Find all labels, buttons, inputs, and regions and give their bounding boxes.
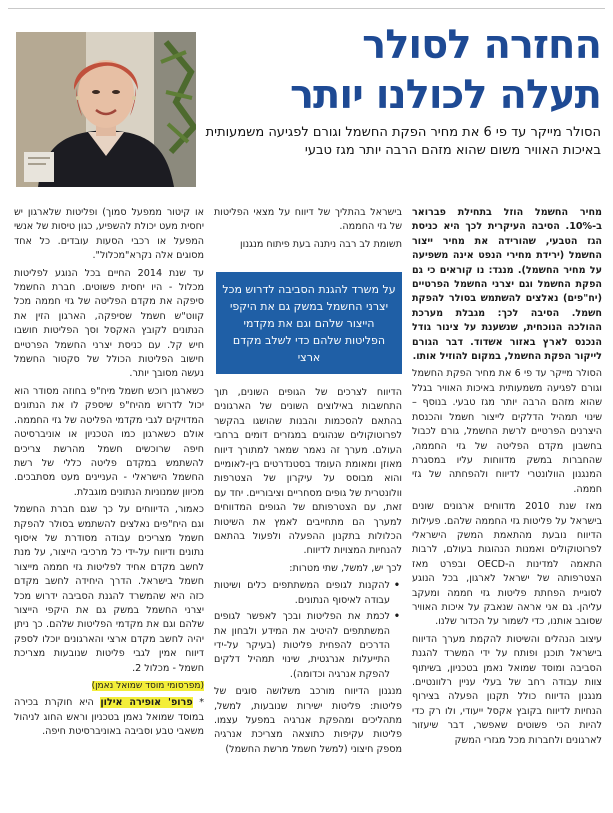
body-paragraph: לכך יש, למשל, שתי מטרות: bbox=[289, 562, 402, 574]
top-divider bbox=[8, 8, 605, 9]
goals-list bbox=[214, 579, 402, 682]
author-photo bbox=[16, 32, 196, 187]
source-credit bbox=[14, 679, 204, 693]
pull-quote-callout bbox=[216, 272, 402, 374]
text-column-right bbox=[412, 206, 602, 751]
body-paragraph: מנגנון הדיווח מורכב משלושה סוגים של פליטות: פליטות ישירות שנובעות, למשל, מתהליכים ומהפקת אנרגיה במפעל עצמו. פליטות עקיפות כתוצאה מצריכת אנרגיה מספק חיצוני (למשל חשמל מרשת החשמל) bbox=[214, 686, 402, 755]
headline-line-1: החזרה לסולר bbox=[362, 22, 601, 68]
list-item: • להקנות לגופים המשתתפים כלים ושיטות עבודה לאיסוף הנתונים. bbox=[214, 579, 390, 608]
author-bio bbox=[14, 696, 204, 739]
body-paragraph: כשארגון רוכש חשמל מיח"פ בחוזה מסודר הוא יכול לדרוש מהיח"פ שיספק לו את הנתונים המדויקים לגבי מקדמי הפליטה של גזי החממה. אולם כשארגון כמו הטכניון או אוניברסיטה חיפה שרוכשים חשמל מהרשת צריכים להשתמש במקדם פליטה כללי של רשת החשמל הישראלי - העניינים מעט מסתבכים. מכיוון שמנוניות הנתונים מוגבלת. bbox=[14, 385, 204, 498]
author-portrait-image bbox=[16, 32, 196, 187]
text-column-left bbox=[14, 206, 204, 743]
headline-line-2: תעלה לכולנו יותר bbox=[289, 72, 601, 118]
author-name: פרופ' אופירה אילון bbox=[100, 697, 193, 709]
body-paragraph: כאמור, הדיווחים על כך שגם חברת החשמל וגם היח"פים נאלצים להשתמש בסולר להפקת חשמל מצריכים עבודה מסודרת של איסוף נתונים ודיווח על-ידי כל מרכיבי הייצור, על מנת לחשב מקדם אחיד לפליטות גזי חממה מייצור חשמל בישראל. הדרך היחידה לחשב מקדם כזה היא שהמשרד להגנת הסביבה ידרוש מכל יצרני החשמל במשק גם את היקפי הייצור שלהם וגם את מקדמי הפליטות שלהם. כך ניתן יהיה לחשב מקדם ארצי והארגונים יוכלו לספק דיווח אמין לגבי פליטות שנובעות מצריכת חשמל - מכלול 2. bbox=[14, 504, 204, 674]
text-column-middle-continued bbox=[214, 386, 402, 760]
callout-text: על משרד להגנת הסביבה לדרוש מכל יצרני החשמל במשק גם את היקפי הייצור שלהם וגם את מקדמי הפליטות שלהם כדי לשלב מקדם ארצי bbox=[222, 282, 396, 364]
article-headline bbox=[200, 20, 601, 120]
source-credit-text: (מפרסומי מוסד שמואל נאמן) bbox=[91, 681, 204, 691]
body-paragraph: מאז שנת 2010 מדווחים ארגונים שונים בישראל על פליטות גזי החממה שלהם. פעילות הדיווח נובעת מהתאמת המשק הישראלי לפרוטוקולים ואמנות הנהוגות בעולם, לרבות התאמה למדינות ה-OECD ובפרט מאז הצטרפותה של ישראל לארגון, בכל הנוגע לסוגיית הפחתת פליטות גזי חממה ומעקב עליהן. גם אני אראה שנאבק על איכות האוויר שסובב אותנו, כדי לשמור על הכדור שלנו. bbox=[412, 501, 602, 628]
article-subtitle: הסולר מייקר עד פי 6 את מחיר הפקת החשמל וגורם לפגיעה משמעותית באיכות האוויר משום שהוא מזהם הרבה יותר מגז טבעי bbox=[205, 125, 601, 158]
body-paragraph: הדיווח לצרכים של הגופים השונים, תוך התחשבות באילוצים השונים של הארגונים בהתאם להסכמות והבנות שהושגו בהקשר לפרוטוקולים שנהוגים במגזרים דומים ברחבי העולם. מערך זה נאמר שמאר למתורך דיווח מאוזן ומאומת העומד בסטנדרטים בין-לאומיים והוא מבוסס על עיקרון של הצטרפות וולונטרית של גופים מסחריים וציבוריים. יחד עם זאת, עם הצטרפותם של הגופים המדווחים למערך הם מתחייבים לאמץ את השיטות הכלולות בתקנון ההפעלה ולפעול בהתאם להנחיות המצויות לדיווח. bbox=[214, 387, 402, 557]
author-description: היא חוקרת בכירה במוסד שמואל נאמן בטכניון וראש החוג לניהול משאבי טבע וסביבה באוניברסיטת חיפה. bbox=[14, 697, 204, 738]
text-column-middle bbox=[214, 206, 402, 255]
body-paragraph: או קיטור ממפעל סמוך) ופליטות שלארגון יש יחסית מעט יכולת להשפיע, כגון טיסות של אנשי המפעל או רכבי הסעות עובדים. כל אחד מסוגים אלה נקרא"מכלול". bbox=[14, 207, 204, 262]
body-paragraph: עיצוב הנהלים והשיטות להקמת מערך הדיווח בישראל תוכנן ופותח על ידי המשרד להגנת הסביבה ומוסד שמואל נאמן בטכניון, בשיתוף צוות עבודה רחב של בעלי עניין רלוונטיים. מנגנון הדיווח כולל תקנון הפעלה בצירוף הנחיות לדיווח בקובץ אקסל ייעודי, ולו רק כדי להיות הכי פשוטים שאפשר, דבר שיעזור לארגונים ולחברות מכל מגזרי המשק bbox=[412, 633, 602, 746]
body-paragraph: עד שנת 2014 החיים בכל הנוגע לפליטות מכלול - היו יחסית פשוטים. חברת החשמל סיפקה את מקדם הפליטה של גזי חממה מכל קווט"ש חשמל שסיפקה, הארגון הזין את הנתונים לקובץ האקסל וסך הפליטות חושבו חיש קל. עם כניסת יצרני החשמל הפרטיים חישוב הפליטות הכולל של סקטור החשמל נעשה מסובך יותר. bbox=[14, 267, 204, 380]
body-paragraph: תשומת לב רבה ניתנה בעת פיתוח מנגנון bbox=[239, 238, 402, 250]
lead-paragraph: מחיר החשמל הוזל בתחילת פברואר ב-10%. הסיבה העיקרית לכך היא כניסת הגז הטבעי, שהורידה את מחיר ייצור החשמל (ירידת מחירי הנפט אינה משפיעה על מחיר החשמל). מנגד: נו קוראים כי גם הפקת החשמל וגם יצרני החשמל הפרטיים (יח"פים) נאלצים להשתמש בסולר להפקת חשמל. הסיבה לכך: מגבלת מערכת ההולכה הנוכחית, שנשענת על צינור גודל הנכנס לארץ באזור אשדוד. דבר הגורם לייקור הפקת החשמל, במקום להוזיל אותו. bbox=[412, 207, 602, 363]
author-bullet: * bbox=[192, 697, 204, 709]
body-paragraph: הסולר מייקר עד פי 6 את מחיר הפקת החשמל וגורם לפגיעה משמעותית באיכות האוויר בגלל שהוא מזהם הרבה יותר מגז טבעי. בנוסף – שינוי תמהיל הדלקים לייצור חשמל והכנסת היצרנים הפרטיים לרשת החשמל, גורם לכבול בחשבון מקדם הפליטה של גזי החממה, שהחברות במשק מדווחות עליו במסגרת המנגנון הוולונטרי לדיווח ולהפחתה של גזי חממה. bbox=[412, 368, 602, 495]
list-item: • לכמת את הפליטות ובכך לאפשר לגופים המשתתפים להיטיב את המידע ולבחון את הדרכים להפחית פליטות (בעיקר על-ידי התייעלות אנרגטית, שינוי תמהיל דלקים להפקת אנרגיה וכדומה). bbox=[214, 610, 390, 682]
body-paragraph: בישראל בהתליך של דיווח על מצאי הפליטות של גזי החממה. bbox=[214, 207, 402, 233]
